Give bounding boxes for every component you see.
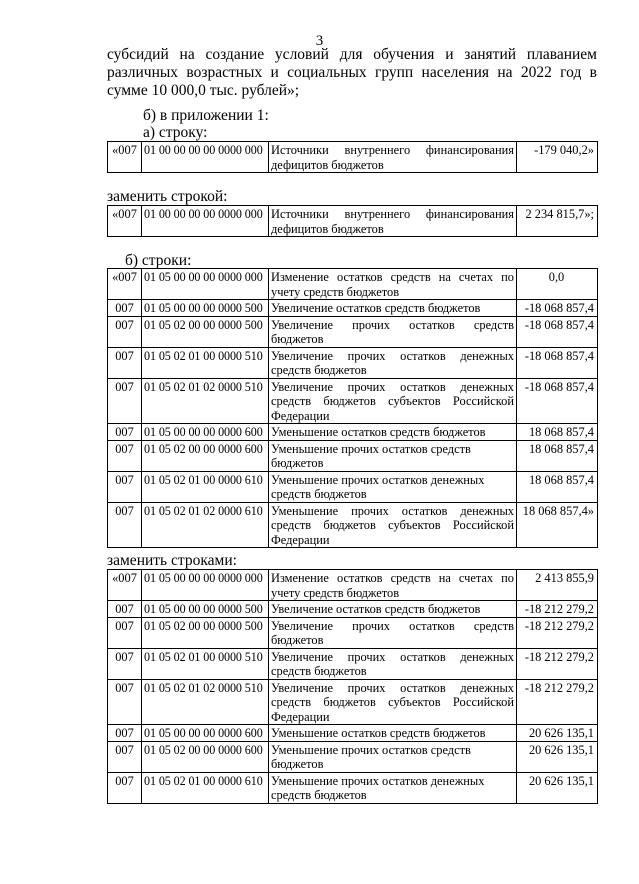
table-row — [108, 269, 598, 300]
table-original-rows — [107, 268, 598, 548]
amount-cell: 2 413 855,9 — [517, 570, 598, 601]
admin-code-cell: 007 — [108, 347, 142, 378]
source-name-cell: Источники внутреннего финансирования дефицитов бюджетов — [269, 142, 517, 173]
budget-code-cell: 01 05 02 01 00 0000 610 — [142, 471, 269, 502]
budget-code-cell: 01 05 02 00 00 0000 600 — [142, 741, 269, 772]
source-name-cell: Уменьшение остатков средств бюджетов — [269, 424, 517, 441]
budget-code-cell: 01 00 00 00 00 0000 000 — [142, 206, 269, 237]
table-row — [108, 502, 598, 548]
table-row — [108, 601, 598, 618]
table-row — [108, 679, 598, 725]
source-name-cell: Изменение остатков средств на счетах по учету средств бюджетов — [269, 570, 517, 601]
table-row — [108, 617, 598, 648]
table-row — [108, 741, 598, 772]
source-name-cell: Увеличение прочих остатков денежных средств бюджетов субъектов Российской Федерации — [269, 378, 517, 424]
amount-cell: -18 068 857,4 — [517, 300, 598, 317]
budget-code-cell: 01 05 02 00 00 0000 500 — [142, 617, 269, 648]
admin-code-cell: 007 — [108, 471, 142, 502]
source-name-cell: Увеличение прочих остатков средств бюджетов — [269, 617, 517, 648]
source-name-cell: Увеличение прочих остатков средств бюджетов — [269, 316, 517, 347]
budget-code-cell: 01 05 02 01 02 0000 610 — [142, 502, 269, 548]
amount-cell: -18 068 857,4 — [517, 347, 598, 378]
admin-code-cell: 007 — [108, 772, 142, 803]
amount-cell: -18 068 857,4 — [517, 378, 598, 424]
source-name-cell: Уменьшение остатков средств бюджетов — [269, 725, 517, 742]
admin-code-cell: 007 — [108, 648, 142, 679]
admin-code-cell: «007 — [108, 142, 142, 173]
source-name-cell: Увеличение остатков средств бюджетов — [269, 601, 517, 618]
amount-cell: 2 234 815,7»; — [517, 206, 598, 237]
admin-code-cell: «007 — [108, 206, 142, 237]
source-name-cell: Изменение остатков средств на счетах по учету средств бюджетов — [269, 269, 517, 300]
amount-cell: 20 626 135,1 — [517, 772, 598, 803]
table-row — [108, 440, 598, 471]
source-name-cell: Увеличение остатков средств бюджетов — [269, 300, 517, 317]
amount-cell: 18 068 857,4» — [517, 502, 598, 548]
budget-code-cell: 01 05 00 00 00 0000 000 — [142, 570, 269, 601]
table-row — [108, 142, 598, 173]
admin-code-cell: 007 — [108, 601, 142, 618]
budget-code-cell: 01 05 02 01 00 0000 610 — [142, 772, 269, 803]
admin-code-cell: 007 — [108, 679, 142, 725]
source-name-cell: Уменьшение прочих остатков денежных средств бюджетов — [269, 772, 517, 803]
table-replacement-row — [107, 205, 598, 237]
admin-code-cell: 007 — [108, 725, 142, 742]
admin-code-cell: 007 — [108, 741, 142, 772]
budget-code-cell: 01 05 00 00 00 0000 500 — [142, 300, 269, 317]
table-row — [108, 378, 598, 424]
admin-code-cell: 007 — [108, 300, 142, 317]
source-name-cell: Увеличение прочих остатков денежных средств бюджетов — [269, 648, 517, 679]
amount-cell: 18 068 857,4 — [517, 471, 598, 502]
table-row — [108, 424, 598, 441]
budget-code-cell: 01 05 00 00 00 0000 500 — [142, 601, 269, 618]
item-a-row-label: а) строку: — [143, 124, 208, 141]
budget-code-cell: 01 05 02 00 00 0000 500 — [142, 316, 269, 347]
amount-cell: 20 626 135,1 — [517, 725, 598, 742]
item-b-rows-label: б) строки: — [125, 252, 192, 269]
admin-code-cell: 007 — [108, 502, 142, 548]
source-name-cell: Уменьшение прочих остатков денежных средств бюджетов субъектов Российской Федерации — [269, 502, 517, 548]
amount-cell: 20 626 135,1 — [517, 741, 598, 772]
budget-code-cell: 01 05 00 00 00 0000 600 — [142, 424, 269, 441]
amount-cell: 18 068 857,4 — [517, 424, 598, 441]
table-row — [108, 725, 598, 742]
budget-code-cell: 01 05 02 01 02 0000 510 — [142, 378, 269, 424]
budget-code-cell: 01 00 00 00 00 0000 000 — [142, 142, 269, 173]
page-number: 3 — [315, 33, 324, 49]
replace-row-label: заменить строкой: — [107, 188, 228, 205]
source-name-cell: Увеличение прочих остатков денежных средств бюджетов — [269, 347, 517, 378]
table-row — [108, 300, 598, 317]
table-row — [108, 316, 598, 347]
admin-code-cell: 007 — [108, 440, 142, 471]
budget-code-cell: 01 05 00 00 00 0000 600 — [142, 725, 269, 742]
source-name-cell: Уменьшение прочих остатков средств бюджетов — [269, 741, 517, 772]
admin-code-cell: «007 — [108, 570, 142, 601]
item-b-appendix: б) в приложении 1: — [143, 107, 269, 124]
admin-code-cell: 007 — [108, 378, 142, 424]
budget-code-cell: 01 05 00 00 00 0000 000 — [142, 269, 269, 300]
table-row — [108, 772, 598, 803]
admin-code-cell: «007 — [108, 269, 142, 300]
admin-code-cell: 007 — [108, 617, 142, 648]
admin-code-cell: 007 — [108, 424, 142, 441]
table-original-row — [107, 141, 598, 173]
amount-cell: -18 212 279,2 — [517, 648, 598, 679]
source-name-cell: Уменьшение прочих остатков средств бюджетов — [269, 440, 517, 471]
amount-cell: -18 212 279,2 — [517, 617, 598, 648]
amount-cell: -18 068 857,4 — [517, 316, 598, 347]
source-name-cell: Источники внутреннего финансирования дефицитов бюджетов — [269, 206, 517, 237]
table-row — [108, 206, 598, 237]
table-row — [108, 570, 598, 601]
budget-code-cell: 01 05 02 01 00 0000 510 — [142, 648, 269, 679]
table-replacement-rows — [107, 569, 598, 804]
budget-code-cell: 01 05 02 01 02 0000 510 — [142, 679, 269, 725]
admin-code-cell: 007 — [108, 316, 142, 347]
intro-paragraph: субсидий на создание условий для обучения и занятий плаванием различных возрастных и социальных групп населения на 2022 год в сумме 10 000,0 тыс. рублей»; — [107, 46, 597, 99]
table-row — [108, 471, 598, 502]
source-name-cell: Уменьшение прочих остатков денежных средств бюджетов — [269, 471, 517, 502]
amount-cell: -18 212 279,2 — [517, 601, 598, 618]
budget-code-cell: 01 05 02 00 00 0000 600 — [142, 440, 269, 471]
amount-cell: 18 068 857,4 — [517, 440, 598, 471]
amount-cell: 0,0 — [517, 269, 598, 300]
amount-cell: -18 212 279,2 — [517, 679, 598, 725]
table-row — [108, 347, 598, 378]
amount-cell: -179 040,2» — [517, 142, 598, 173]
table-row — [108, 648, 598, 679]
source-name-cell: Увеличение прочих остатков денежных средств бюджетов субъектов Российской Федерации — [269, 679, 517, 725]
replace-rows-label: заменить строками: — [107, 552, 237, 569]
budget-code-cell: 01 05 02 01 00 0000 510 — [142, 347, 269, 378]
